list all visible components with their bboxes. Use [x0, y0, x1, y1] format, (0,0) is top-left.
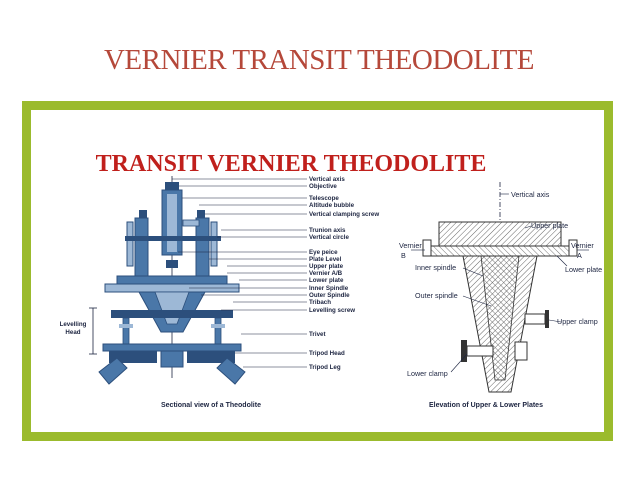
- label-vertical-axis: Vertical axis: [309, 176, 345, 183]
- left-leader-lines: [172, 179, 307, 367]
- theodolite-diagram: [31, 110, 604, 432]
- levelling-screw-right: [215, 318, 221, 344]
- label-telescope: Telescope: [309, 195, 339, 202]
- label-r-upper-clamp: Upper clamp: [557, 317, 598, 326]
- objective-lens: [165, 182, 179, 190]
- label-vertical-clamping-screw: Vertical clamping screw: [309, 211, 380, 218]
- label-r-inner-spindle: Inner spindle: [415, 263, 457, 272]
- upper-plate: [117, 276, 227, 284]
- label-r-vertical-axis: Vertical axis: [511, 190, 550, 199]
- label-vertical-circle: Vertical circle: [309, 234, 349, 241]
- plates-elevation-drawing: [423, 182, 577, 392]
- label-r-vernier-b-1: Vernier: [399, 241, 422, 250]
- label-tripod-head: Tripod Head: [309, 350, 345, 357]
- levelling-screw-left: [123, 318, 129, 344]
- label-levelling-screw: Levelling screw: [309, 307, 356, 314]
- lower-plate-shape: [427, 246, 573, 256]
- vertical-circle: [127, 222, 133, 266]
- tribach: [111, 310, 233, 318]
- upper-clamp-shape: [525, 314, 545, 324]
- levelling-head-label-2: Head: [65, 329, 81, 336]
- label-r-vernier-b-2: B: [401, 251, 406, 260]
- label-r-lower-plate: Lower plate: [565, 265, 603, 274]
- label-eye-piece: Eye peice: [309, 249, 338, 256]
- slide-title: VERNIER TRANSIT THEODOLITE: [103, 44, 535, 76]
- left-caption: Sectional view of a Theodolite: [161, 402, 261, 409]
- left-standard: [135, 218, 148, 278]
- label-vernier-ab: Vernier A/B: [309, 270, 343, 277]
- telescope-inner: [167, 194, 177, 252]
- label-trivet: Trivet: [309, 331, 326, 338]
- trunion-axis: [125, 236, 221, 241]
- lower-clamp-shape: [467, 346, 493, 356]
- levelling-head-label-1: Levelling: [59, 321, 87, 328]
- sectional-view-drawing: [60, 176, 245, 384]
- diagram-frame: [22, 101, 613, 441]
- label-plate-level: Plate Level: [309, 256, 342, 263]
- label-tribach: Tribach: [309, 299, 332, 306]
- label-lower-plate: Lower plate: [309, 277, 344, 284]
- right-caption: Elevation of Upper & Lower Plates: [429, 402, 543, 409]
- label-r-vernier-a-2: A: [577, 251, 582, 260]
- label-r-vernier-a-1: Vernier: [571, 241, 594, 250]
- trivet: [103, 344, 241, 351]
- eye-piece: [166, 260, 178, 268]
- altitude-bubble: [183, 220, 199, 226]
- label-trunion-axis: Trunion axis: [309, 227, 346, 234]
- label-outer-spindle: Outer Spindle: [309, 292, 350, 299]
- label-r-outer-spindle: Outer spindle: [415, 291, 458, 300]
- label-inner-spindle: Inner Spindle: [309, 285, 349, 292]
- left-labels: [309, 176, 379, 371]
- diagram-banner-title: TRANSIT VERNIER THEODOLITE: [95, 151, 487, 177]
- label-tripod-leg: Tripod Leg: [309, 364, 341, 371]
- right-standard: [196, 218, 209, 278]
- label-upper-plate: Upper plate: [309, 263, 344, 270]
- label-r-upper-plate: Upper plate: [531, 221, 569, 230]
- label-r-lower-clamp: Lower clamp: [407, 369, 448, 378]
- label-objective: Objective: [309, 183, 337, 190]
- label-altitude-bubble: Altitude bubble: [309, 202, 355, 209]
